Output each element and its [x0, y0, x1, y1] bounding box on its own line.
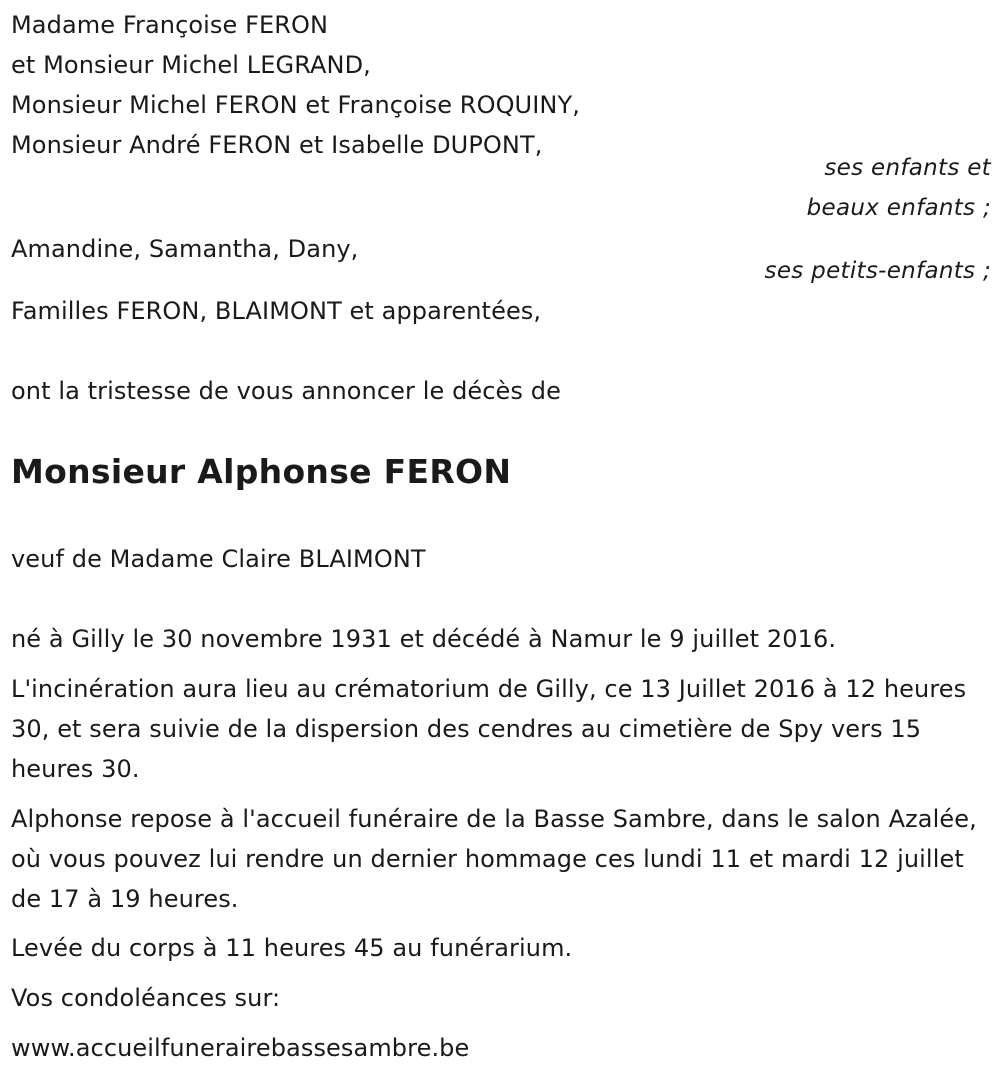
child-line-1: Madame Françoise FERON [11, 11, 329, 39]
visitation-paragraph: Alphonse repose à l'accueil funéraire de la Basse Sambre, dans le salon Azalée, où vous pouvez lui rendre un dernier hommage ces lundi 11 et mardi 12 juillet de 17 à 19 heures. [11, 805, 977, 913]
children-relation-line-2: beaux enfants ; [806, 195, 991, 221]
birth-death-line: né à Gilly le 30 novembre 1931 et décédé à Namur le 9 juillet 2016. [11, 625, 837, 653]
condolences-label: Vos condoléances sur: [11, 984, 281, 1012]
grandchildren-names: Amandine, Samantha, Dany, [11, 235, 359, 263]
announcement-line: ont la tristesse de vous annoncer le décès de [11, 377, 561, 405]
obituary-notice [11, 0, 991, 1078]
website-link[interactable]: www.accueilfunerairebassesambre.be [11, 1034, 470, 1062]
body-removal-line: Levée du corps à 11 heures 45 au funérarium. [11, 934, 573, 962]
child-line-4: Monsieur André FERON et Isabelle DUPONT, [11, 131, 543, 159]
child-line-3: Monsieur Michel FERON et Françoise ROQUINY, [11, 91, 580, 119]
child-line-2: et Monsieur Michel LEGRAND, [11, 51, 371, 79]
families-line: Familles FERON, BLAIMONT et apparentées, [11, 297, 542, 325]
widower-line: veuf de Madame Claire BLAIMONT [11, 545, 426, 573]
deceased-name: Monsieur Alphonse FERON [11, 452, 512, 491]
children-relation-line-1: ses enfants et [824, 155, 991, 181]
cremation-paragraph: L'incinération aura lieu au crématorium de Gilly, ce 13 Juillet 2016 à 12 heures 30, et sera suivie de la dispersion des cendres au cimetière de Spy vers 15 heures 30. [11, 675, 967, 783]
grandchildren-relation: ses petits-enfants ; [764, 258, 991, 284]
